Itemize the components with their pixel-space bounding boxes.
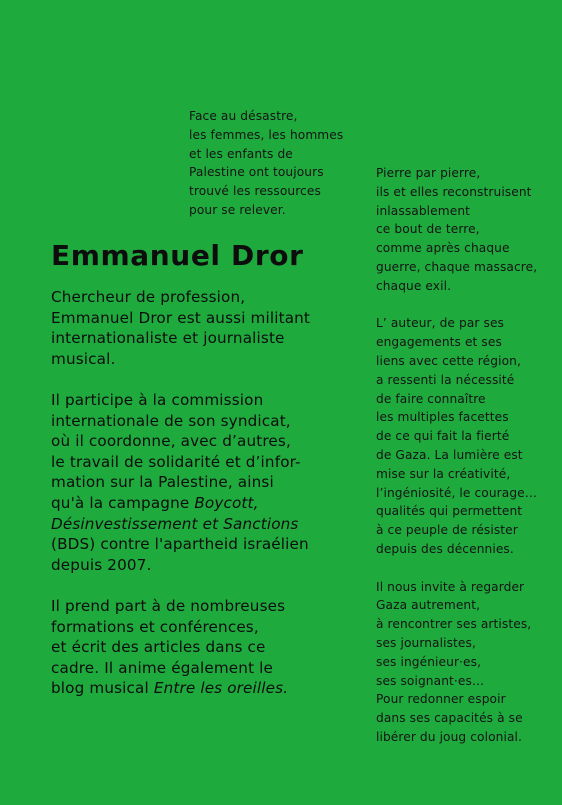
description-line: de faire connaître — [376, 391, 486, 406]
description-line: de ce qui fait la fierté — [376, 429, 510, 444]
description-line: guerre, chaque massacre, — [376, 259, 538, 274]
description-line: les multiples facettes — [376, 410, 509, 425]
blog-name: Entre les oreilles. — [153, 679, 289, 698]
description-line: libérer du joug colonial. — [376, 729, 522, 744]
bio-line: Il participe à la commission — [51, 390, 264, 409]
bio-line: Emmanuel Dror est aussi militant — [51, 308, 311, 327]
description-line: chaque exil. — [376, 278, 452, 293]
description-line: qualités qui permettent — [376, 504, 523, 519]
description-line: ses ingénieur·es, — [376, 654, 482, 669]
description-line: à rencontrer ses artistes, — [376, 617, 532, 632]
bio-line: le travail de solidarité et d’infor- — [51, 452, 301, 471]
bio-line: musical. — [51, 349, 116, 368]
author-bio — [51, 287, 361, 719]
description-paragraph-1 — [376, 164, 558, 296]
bio-line — [51, 678, 361, 699]
bio-line: formations et conférences, — [51, 617, 259, 636]
description-line: depuis des décennies. — [376, 541, 514, 556]
description-line: ils et elles reconstruisent — [376, 184, 532, 199]
description-line: ce bout de terre, — [376, 222, 480, 237]
description-line: ses journalistes, — [376, 635, 476, 650]
book-description — [376, 164, 558, 766]
bio-line: depuis 2007. — [51, 555, 152, 574]
intro-text — [189, 107, 359, 220]
author-name: Emmanuel Dror — [51, 239, 304, 272]
bio-line: internationale de son syndicat, — [51, 411, 291, 430]
description-line: Gaza autrement, — [376, 598, 481, 613]
bio-line — [51, 493, 361, 514]
bio-line: internationaliste et journaliste — [51, 329, 285, 348]
description-line: dans ses capacités à se — [376, 711, 523, 726]
description-line: l’ingéniosité, le courage… — [376, 485, 538, 500]
intro-line: Face au désastre, — [189, 109, 298, 123]
bio-line: et écrit des articles dans ce — [51, 638, 266, 657]
intro-line: les femmes, les hommes — [189, 127, 344, 142]
bio-line: cadre. Il anime également le — [51, 658, 274, 677]
description-line: mise sur la créativité, — [376, 466, 511, 481]
description-line: Pierre par pierre, — [376, 166, 481, 180]
description-line: L’ auteur, de par ses — [376, 316, 504, 331]
description-line: inlassablement — [376, 203, 471, 218]
description-line: ses soignant·es… — [376, 673, 485, 688]
description-line: de Gaza. La lumière est — [376, 447, 523, 462]
bio-text: qu'à la campagne — [51, 493, 195, 512]
bio-paragraph-2 — [51, 390, 361, 575]
bio-line: (BDS) contre l'apartheid israélien — [51, 535, 309, 554]
description-line: engagements et ses — [376, 335, 502, 350]
campaign-name-part-1: Boycott, — [194, 493, 259, 512]
description-line: Il nous invite à regarder — [376, 579, 525, 594]
intro-line: et les enfants de — [189, 146, 293, 161]
description-line: Pour redonner espoir — [376, 692, 506, 707]
intro-line: Palestine ont toujours — [189, 165, 324, 180]
description-line: a ressenti la nécessité — [376, 372, 515, 387]
intro-line: pour se relever. — [189, 202, 286, 217]
bio-line: Chercheur de profession, — [51, 288, 246, 306]
description-paragraph-3 — [376, 578, 558, 747]
bio-line: où il coordonne, avec d’autres, — [51, 432, 291, 451]
description-line: comme après chaque — [376, 241, 510, 256]
description-line: liens avec cette région, — [376, 353, 521, 368]
bio-paragraph-3 — [51, 596, 361, 699]
bio-line — [51, 514, 361, 535]
intro-line: trouvé les ressources — [189, 184, 321, 199]
bio-paragraph-1 — [51, 287, 361, 369]
bio-text: blog musical — [51, 679, 154, 698]
bio-line: mation sur la Palestine, ainsi — [51, 473, 274, 492]
bio-line: Il prend part à de nombreuses — [51, 596, 286, 615]
description-paragraph-2 — [376, 314, 558, 558]
description-line: à ce peuple de résister — [376, 523, 518, 538]
campaign-name-part-2: Désinvestissement et Sanctions — [51, 514, 299, 533]
